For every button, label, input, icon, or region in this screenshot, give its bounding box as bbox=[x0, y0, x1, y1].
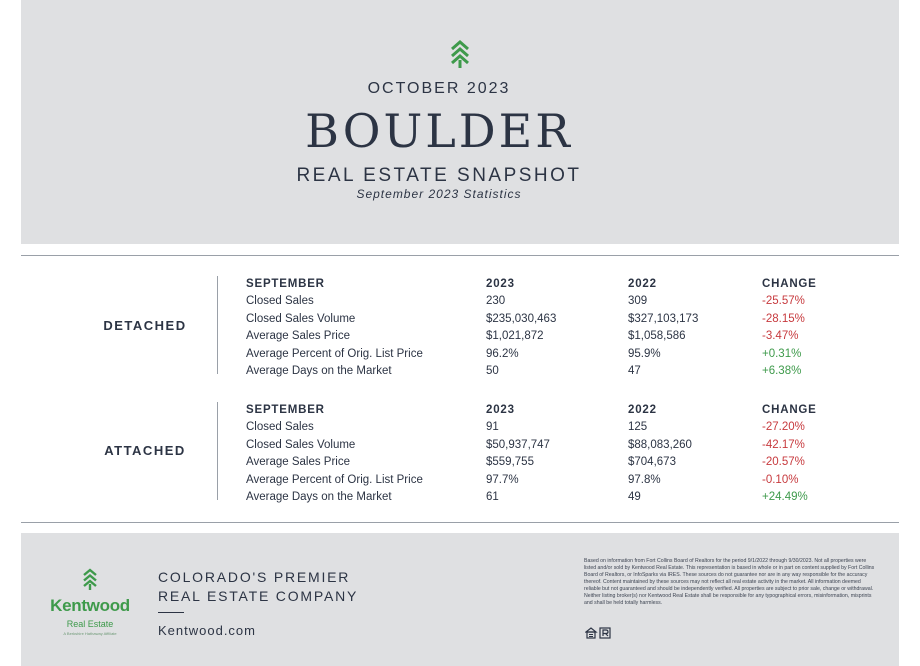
value-2022: 95.9% bbox=[628, 347, 661, 360]
value-2022: $704,673 bbox=[628, 456, 676, 468]
value-2023: $559,755 bbox=[486, 456, 534, 468]
table-row bbox=[0, 456, 920, 474]
brand-name: Kentwood bbox=[50, 596, 130, 615]
tagline-divider bbox=[158, 612, 184, 613]
change-value: -27.20% bbox=[762, 421, 805, 433]
detached-label: DETACHED bbox=[103, 318, 187, 333]
detached-header-row bbox=[0, 278, 920, 296]
metric-label: Average Days on the Market bbox=[246, 491, 392, 503]
value-2023: 230 bbox=[486, 295, 506, 307]
change-value: +24.49% bbox=[762, 491, 808, 503]
col-header-month: SEPTEMBER bbox=[246, 404, 325, 416]
metric-label: Average Sales Price bbox=[246, 456, 350, 468]
value-2023: 97.7% bbox=[486, 473, 519, 486]
col-header-2022: 2022 bbox=[628, 278, 657, 290]
value-2023: $50,937,747 bbox=[486, 438, 550, 451]
report-month: OCTOBER 2023 bbox=[367, 80, 511, 97]
col-header-2023: 2023 bbox=[486, 404, 515, 416]
bottom-divider bbox=[21, 522, 899, 523]
col-header-change: CHANGE bbox=[762, 404, 817, 416]
value-2023: 50 bbox=[486, 365, 499, 377]
change-value: -25.57% bbox=[762, 295, 805, 307]
top-divider bbox=[21, 255, 899, 256]
change-value: -20.57% bbox=[762, 456, 805, 468]
city-title: BOULDER bbox=[305, 104, 573, 158]
report-subtitle: September 2023 Statistics bbox=[356, 187, 522, 201]
brand-subtitle: Real Estate bbox=[66, 619, 114, 629]
equal-housing-realtor-icon bbox=[585, 627, 615, 639]
value-2022: 49 bbox=[628, 491, 641, 503]
table-row bbox=[0, 491, 920, 509]
value-2022: 309 bbox=[628, 295, 648, 307]
metric-label: Closed Sales Volume bbox=[246, 312, 356, 325]
brand-affiliation: A Berkshire Hathaway Affiliate bbox=[63, 631, 117, 636]
value-2022: 97.8% bbox=[628, 473, 661, 486]
change-value: +6.38% bbox=[762, 365, 802, 377]
table-row bbox=[0, 439, 920, 457]
attached-header-row bbox=[0, 404, 920, 422]
metric-label: Closed Sales bbox=[246, 421, 314, 433]
company-tagline bbox=[158, 568, 358, 606]
metric-label: Closed Sales Volume bbox=[246, 438, 356, 451]
chevron-stack-icon bbox=[449, 40, 471, 68]
value-2023: $1,021,872 bbox=[486, 330, 544, 342]
metric-label: Closed Sales bbox=[246, 295, 314, 307]
metric-label: Average Percent of Orig. List Price bbox=[246, 473, 423, 486]
metric-label: Average Days on the Market bbox=[246, 365, 392, 377]
value-2023: 91 bbox=[486, 421, 499, 433]
change-value: -42.17% bbox=[762, 438, 805, 451]
value-2023: $235,030,463 bbox=[486, 312, 557, 325]
value-2022: 125 bbox=[628, 421, 648, 433]
value-2022: $327,103,173 bbox=[628, 312, 699, 325]
change-value: -0.10% bbox=[762, 473, 799, 486]
value-2022: $88,083,260 bbox=[628, 438, 692, 451]
legal-disclaimer: Based on information from Fort Collins Board of Realtors for the period 9/1/2022 through 9/30/2023. Not all properties were listed and/or sold by Kentwood Real Estate. This representation is based in whole or in part on content supplied by Fort Collins Board of Realtors, or InfoSparks via IRES. These sources do not guarantee nor are in any way responsible for the accuracy thereof. Content maintained by these sources may not reflect all real estate activity in the market. All information deemed reliable but not guaranteed and should be independently verified. All properties are subject to prior sale, change or withdrawal. Neither listing broker(s) nor Kentwood Real Estate shall be responsible for any typographical errors, misinformation, misprints and shall be held totally harmless. bbox=[584, 558, 875, 606]
value-2023: 61 bbox=[486, 491, 499, 503]
value-2023: 96.2% bbox=[486, 347, 519, 360]
tagline-line-1: COLORADO'S PREMIER bbox=[158, 569, 351, 585]
table-row bbox=[0, 330, 920, 348]
change-value: -28.15% bbox=[762, 312, 805, 325]
col-header-2023: 2023 bbox=[486, 278, 515, 290]
metric-label: Average Percent of Orig. List Price bbox=[246, 347, 423, 360]
metric-label: Average Sales Price bbox=[246, 330, 350, 342]
table-row bbox=[0, 365, 920, 383]
kentwood-logo-icon bbox=[82, 568, 98, 590]
table-row bbox=[0, 474, 920, 492]
value-2022: $1,058,586 bbox=[628, 330, 686, 342]
website-link[interactable]: Kentwood.com bbox=[158, 623, 256, 638]
col-header-month: SEPTEMBER bbox=[246, 278, 325, 290]
change-value: -3.47% bbox=[762, 330, 799, 342]
table-row bbox=[0, 348, 920, 366]
value-2022: 47 bbox=[628, 365, 641, 377]
report-title: REAL ESTATE SNAPSHOT bbox=[296, 165, 582, 186]
col-header-change: CHANGE bbox=[762, 278, 817, 290]
table-row bbox=[0, 295, 920, 313]
attached-label: ATTACHED bbox=[104, 443, 186, 458]
col-header-2022: 2022 bbox=[628, 404, 657, 416]
tagline-line-2: REAL ESTATE COMPANY bbox=[158, 588, 359, 604]
table-row bbox=[0, 313, 920, 331]
change-value: +0.31% bbox=[762, 347, 802, 360]
table-row bbox=[0, 421, 920, 439]
